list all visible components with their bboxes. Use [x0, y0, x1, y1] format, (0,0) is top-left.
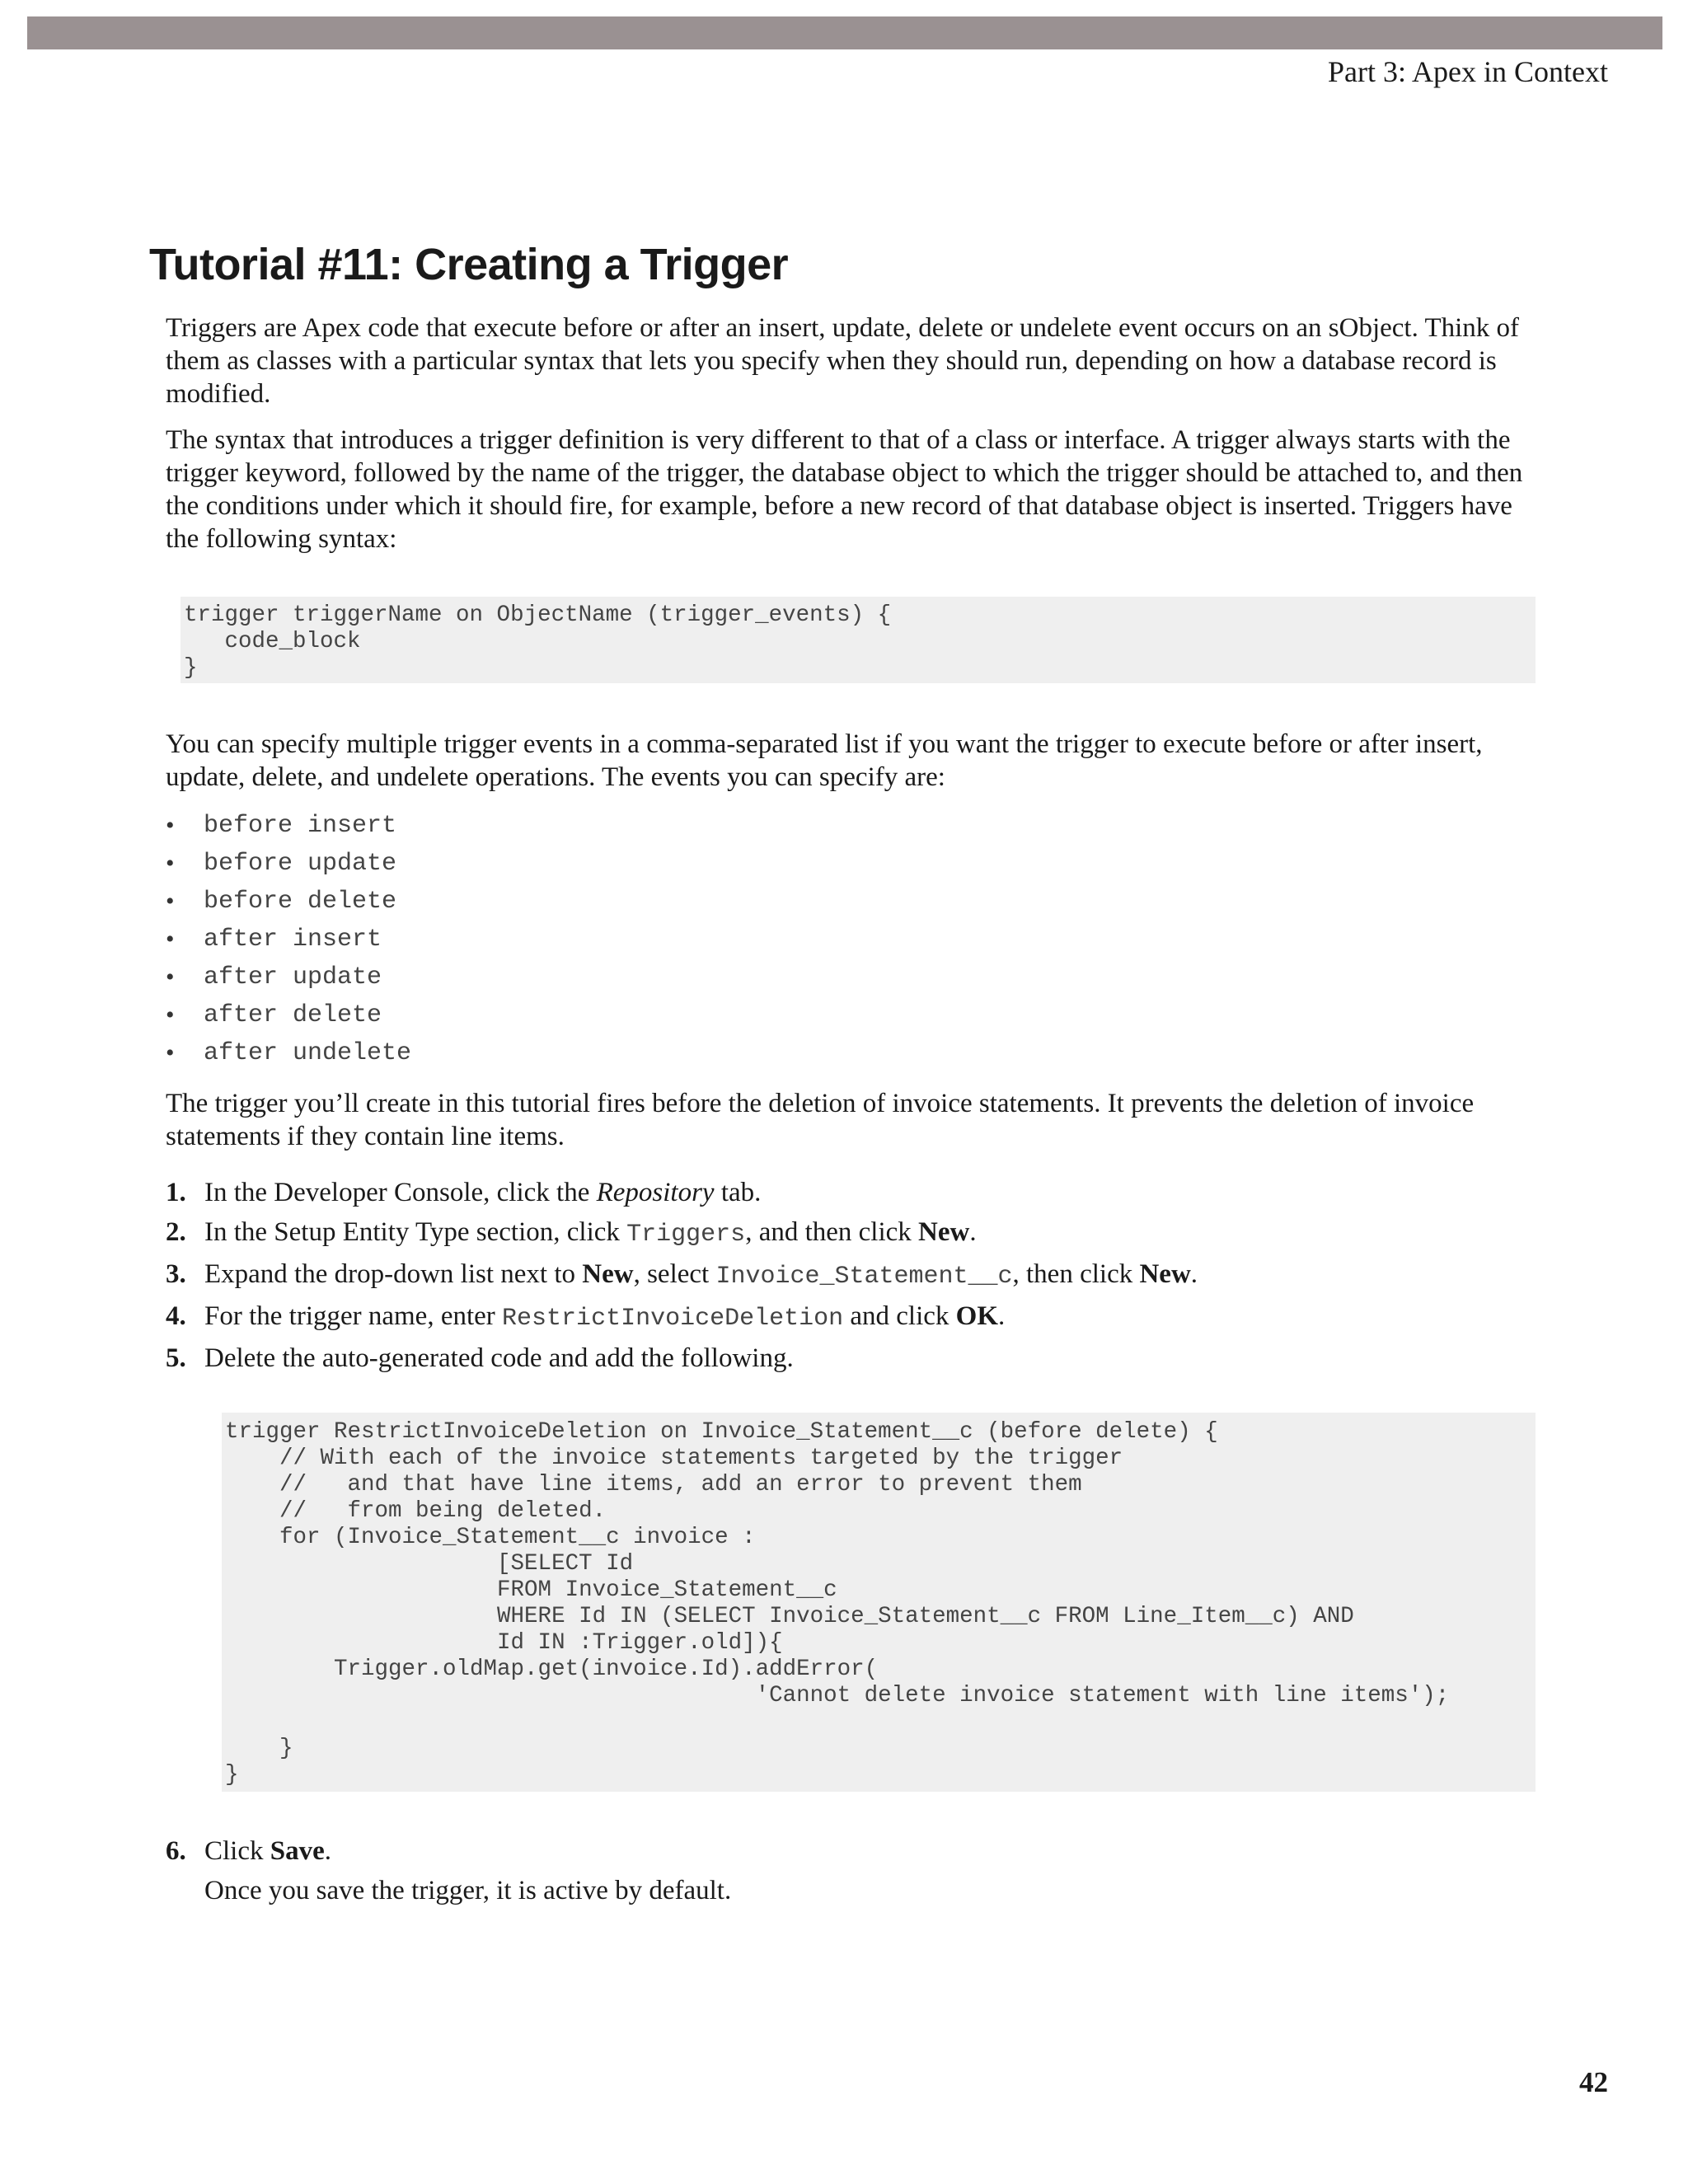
- text-run: , and then click: [745, 1217, 919, 1247]
- main-content: [166, 312, 1542, 1910]
- bullet-icon: •: [166, 812, 175, 839]
- event-name: after update: [204, 963, 382, 991]
- text-run: Click: [204, 1836, 270, 1866]
- page-title: Tutorial #11: Creating a Trigger: [149, 240, 789, 289]
- bullet-icon: •: [166, 888, 175, 915]
- syntax-paragraph: The syntax that introduces a trigger definition is very different to that of a class or interface. A trigger always starts with the trigger keyword, followed by the name of the trigger, the database object to which the trigger should be attached to, and then the conditions under which it should fire, for example, before a new record of that database object is inserted. Triggers have the following syntax:: [166, 425, 1523, 554]
- object-name-ref: Invoice_Statement__c: [715, 1263, 1013, 1291]
- step-text: Delete the auto-generated code and add the following.: [204, 1343, 794, 1373]
- list-item: [166, 921, 1542, 958]
- text-run: tab.: [714, 1178, 762, 1207]
- bullet-icon: •: [166, 1001, 175, 1029]
- text-run: , select: [633, 1259, 716, 1289]
- text-run: .: [324, 1836, 331, 1866]
- list-item: [166, 807, 1542, 845]
- ok-button-ref: OK: [955, 1301, 998, 1331]
- text-run: .: [1190, 1259, 1198, 1289]
- step-number: 2.: [166, 1217, 186, 1247]
- step-text: [204, 1254, 1198, 1296]
- text-run: and click: [843, 1301, 956, 1331]
- list-item: [166, 1034, 1542, 1072]
- text-run: , then click: [1012, 1259, 1140, 1289]
- step-number: 1.: [166, 1178, 186, 1207]
- text-run: In the Setup Entity Type section, click: [204, 1217, 627, 1247]
- list-item: [166, 996, 1542, 1034]
- step-text: [204, 1831, 731, 1910]
- step-number: 6.: [166, 1836, 186, 1866]
- step-text: [204, 1212, 977, 1254]
- step-3: [166, 1254, 1542, 1296]
- triggers-ref: Triggers: [626, 1221, 746, 1249]
- list-item: [166, 845, 1542, 883]
- event-name: after undelete: [204, 1039, 412, 1067]
- list-item: [166, 958, 1542, 996]
- intro-paragraph: Triggers are Apex code that execute before or after an insert, update, delete or undelete event occurs on an sObject. Think of them as classes with a particular syntax that lets you specify when they should run, depending on how a database record is modified.: [166, 313, 1520, 409]
- steps-list-continued: [166, 1831, 1542, 1910]
- event-name: after delete: [204, 1001, 382, 1029]
- event-name: before update: [204, 850, 397, 878]
- step-2: [166, 1212, 1542, 1254]
- trigger-code-block: trigger RestrictInvoiceDeletion on Invoice_Statement__c (before delete) { // With each of the invoice statements targeted by the trigger // and that have line items, add an error to prevent them // from being deleted. for (Invoice_Statement__c invoice : [SELECT Id FROM Invoice_Statement__c WHERE Id IN (SELECT Invoice_Statement__c FROM Line_Item__c) AND Id IN :Trigger.old]){ Trigger.oldMap.get(invoice.Id).addError( 'Cannot delete invoice statement with line items'); } }: [222, 1413, 1536, 1792]
- steps-list: [166, 1173, 1542, 1378]
- new-button-ref: New: [918, 1217, 970, 1247]
- event-name: before delete: [204, 888, 397, 916]
- text-run: In the Developer Console, click the: [204, 1178, 597, 1207]
- text-run: For the trigger name, enter: [204, 1301, 503, 1331]
- text-run: Expand the drop-down list next to: [204, 1259, 583, 1289]
- event-name: after insert: [204, 926, 382, 954]
- step-6: [166, 1831, 1542, 1910]
- step-1: [166, 1173, 1542, 1212]
- bullet-icon: •: [166, 963, 175, 991]
- bullet-icon: •: [166, 1039, 175, 1066]
- step-number: 4.: [166, 1301, 186, 1331]
- new-button-ref: New: [582, 1259, 634, 1289]
- header-bar: [27, 16, 1662, 49]
- trigger-syntax-code: trigger triggerName on ObjectName (trigger_events) { code_block }: [181, 597, 1536, 683]
- new-button-ref: New: [1139, 1259, 1191, 1289]
- trigger-name-ref: RestrictInvoiceDeletion: [502, 1305, 844, 1333]
- events-intro-paragraph: You can specify multiple trigger events in a comma-separated list if you want the trigger to execute before or after insert, update, delete, and undelete operations. The events you can specify are:: [166, 729, 1483, 792]
- bullet-icon: •: [166, 850, 175, 877]
- step-note: Once you save the trigger, it is active by default.: [204, 1876, 732, 1905]
- step-5: [166, 1338, 1542, 1378]
- tutorial-description: The trigger you’ll create in this tutorial fires before the deletion of invoice statements. It prevents the deletion of invoice statements if they contain line items.: [166, 1089, 1475, 1151]
- step-text: [204, 1296, 1005, 1338]
- repository-tab-ref: Repository: [596, 1178, 715, 1207]
- page-number: 42: [1579, 2066, 1608, 2098]
- bullet-icon: •: [166, 926, 175, 953]
- step-text: [204, 1173, 761, 1212]
- save-button-ref: Save: [270, 1836, 325, 1866]
- list-item: [166, 883, 1542, 921]
- step-number: 5.: [166, 1343, 186, 1373]
- trigger-events-list: [166, 807, 1542, 1072]
- text-run: .: [998, 1301, 1006, 1331]
- running-head: Part 3: Apex in Context: [1328, 55, 1608, 88]
- step-4: [166, 1296, 1542, 1338]
- text-run: .: [969, 1217, 977, 1247]
- step-number: 3.: [166, 1259, 186, 1289]
- event-name: before insert: [204, 812, 397, 840]
